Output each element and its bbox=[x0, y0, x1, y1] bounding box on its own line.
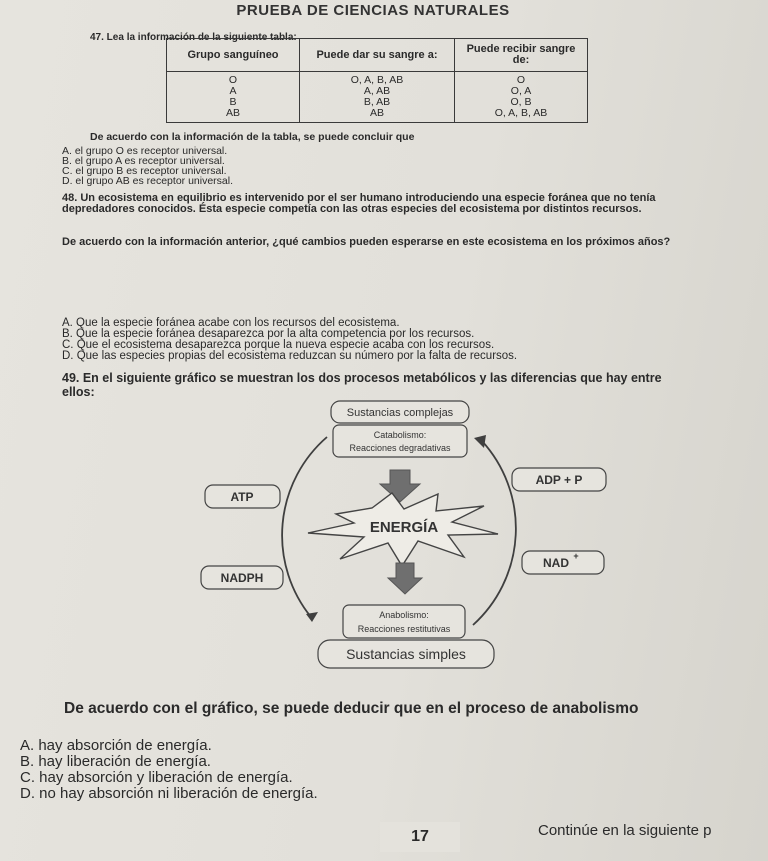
answer-option-b[interactable]: B. el grupo A es receptor universal. bbox=[62, 155, 225, 167]
nad-superscript: + bbox=[573, 551, 579, 561]
catabolism-subtitle: Reacciones degradativas bbox=[349, 443, 451, 453]
answer-option-c[interactable]: C. Que el ecosistema desaparezca porque la nueva especie acaba con los recursos. bbox=[62, 339, 495, 351]
cell-line: O, B bbox=[510, 96, 532, 108]
cell-line: O bbox=[228, 74, 238, 86]
energy-label: ENERGÍA bbox=[369, 519, 439, 536]
atp-label: ATP bbox=[230, 490, 254, 504]
q49-conclusion: De acuerdo con el gráfico, se puede deducir que en el proceso de anabolismo bbox=[64, 700, 639, 717]
adp-label: ADP + P bbox=[535, 473, 583, 487]
q47-conclusion: De acuerdo con la información de la tabla, se puede concluir que bbox=[90, 131, 415, 143]
answer-option-a[interactable]: A. Que la especie foránea acabe con los recursos del ecosistema. bbox=[62, 317, 400, 329]
cell-line: B, AB bbox=[363, 96, 391, 108]
simple-substances-label: Sustancias simples bbox=[346, 646, 466, 662]
q48-prompt: 48. Un ecosistema en equilibrio es intervenido por el ser humano introduciendo una especie foránea que no tenía depredadores conocidos. Ésta especie competía con las otras especies del ecosistema por distintos recursos. bbox=[62, 192, 656, 215]
q48-question: De acuerdo con la información anterior, ¿qué cambios pueden esperarse en este ecosistema en los próximos años? bbox=[62, 236, 671, 248]
cell-line: B bbox=[229, 96, 237, 108]
page-title: PRUEBA DE CIENCIAS NATURALES bbox=[236, 2, 510, 19]
nad-label: NAD bbox=[543, 556, 569, 570]
table-header-cell: Grupo sanguíneo bbox=[167, 39, 300, 72]
answer-option-a[interactable]: A. hay absorción de energía. bbox=[20, 737, 212, 754]
cell-line: O, A, B, AB bbox=[494, 107, 548, 119]
answer-option-d[interactable]: D. no hay absorción ni liberación de energía. bbox=[20, 785, 318, 802]
table-header-cell: Puede recibir sangre de: bbox=[455, 39, 588, 72]
answer-option-c[interactable]: C. hay absorción y liberación de energía. bbox=[20, 769, 293, 786]
cell-line: O, A bbox=[510, 85, 532, 97]
table-header-cell: Puede dar su sangre a: bbox=[300, 39, 455, 72]
cell-line: O, A, B, AB bbox=[350, 74, 404, 86]
anabolism-title: Anabolismo: bbox=[379, 610, 429, 620]
cell-line: AB bbox=[369, 107, 384, 119]
catabolism-title: Catabolismo: bbox=[373, 430, 427, 440]
answer-option-b[interactable]: B. hay liberación de energía. bbox=[20, 753, 211, 770]
cell-line: AB bbox=[225, 107, 240, 119]
cell-line: A, AB bbox=[363, 85, 391, 97]
answer-option-c[interactable]: C. el grupo B es receptor universal. bbox=[62, 165, 227, 177]
answer-option-d[interactable]: D. Que las especies propias del ecosistema reduzcan su número por la falta de recursos. bbox=[62, 350, 518, 362]
q47-prompt: 47. Lea la información de la siguiente tabla: bbox=[90, 32, 297, 43]
nadph-label: NADPH bbox=[220, 571, 264, 585]
q49-options bbox=[20, 738, 318, 802]
continue-note: Continúe en la siguiente p bbox=[538, 822, 712, 839]
anabolism-subtitle: Reacciones restitutivas bbox=[357, 624, 451, 634]
q49-prompt: 49. En el siguiente gráfico se muestran los dos procesos metabólicos y las diferencias que hay entre ellos: bbox=[62, 371, 662, 399]
answer-option-a[interactable]: A. el grupo O es receptor universal. bbox=[62, 145, 228, 157]
complex-substances-label: Sustancias complejas bbox=[346, 407, 454, 419]
answer-option-d[interactable]: D. el grupo AB es receptor universal. bbox=[62, 175, 234, 187]
anabolism-arc bbox=[282, 437, 327, 617]
arrowhead-icon bbox=[474, 435, 486, 448]
page-number: 17 bbox=[380, 822, 460, 852]
cell-line: O bbox=[516, 74, 526, 86]
down-arrow-icon bbox=[388, 563, 422, 594]
cell-line: A bbox=[229, 85, 237, 97]
answer-option-b[interactable]: B. Que la especie foránea desaparezca por la alta competencia por los recursos. bbox=[62, 328, 475, 340]
